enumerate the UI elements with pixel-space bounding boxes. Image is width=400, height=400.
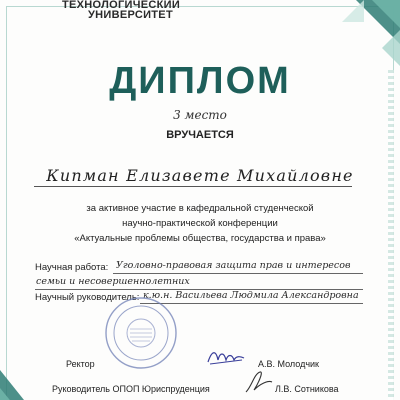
rector-name: А.В. Молодчик bbox=[258, 359, 319, 369]
recipient-underline bbox=[34, 186, 352, 187]
description-line3: «Актуальные проблемы общества, государства и права» bbox=[74, 233, 326, 244]
program-head-role: Руководитель ОПОП Юриспруденция bbox=[52, 384, 210, 394]
document-title: ДИПЛОМ bbox=[109, 60, 291, 102]
awarded-label: ВРУЧАЕТСЯ bbox=[166, 129, 234, 141]
supervisor-label: Научный руководитель: bbox=[35, 292, 140, 303]
description-line1: за активное участие в кафедральной студенческой bbox=[86, 203, 314, 214]
recipient-name: Кипман Елизавете Михайловне bbox=[46, 166, 354, 185]
place-handwritten: 3 место bbox=[173, 108, 227, 122]
program-head-signature-icon bbox=[242, 368, 276, 396]
program-head-name: Л.В. Сотникова bbox=[275, 384, 339, 394]
rector-signature-icon bbox=[206, 346, 246, 368]
work-title-line1: Уголовно-правовая защита прав и интересов bbox=[116, 260, 351, 271]
work-title-line2: семьи и несовершеннолетних bbox=[36, 276, 190, 287]
description-line2: научно-практической конференции bbox=[122, 218, 278, 229]
university-name-line1: ТЕХНОЛОГИЧЕСКИЙ bbox=[62, 0, 181, 11]
rector-role: Ректор bbox=[66, 359, 95, 369]
work-underline1 bbox=[113, 273, 363, 274]
university-name-line2: УНИВЕРСИТЕТ bbox=[88, 9, 173, 21]
supervisor-name: к.ю.н. Васильева Людмила Александровна bbox=[143, 290, 359, 301]
corner-ornament-icon bbox=[0, 350, 40, 400]
work-label: Научная работа: bbox=[35, 262, 109, 273]
university-seal-icon bbox=[104, 296, 178, 370]
